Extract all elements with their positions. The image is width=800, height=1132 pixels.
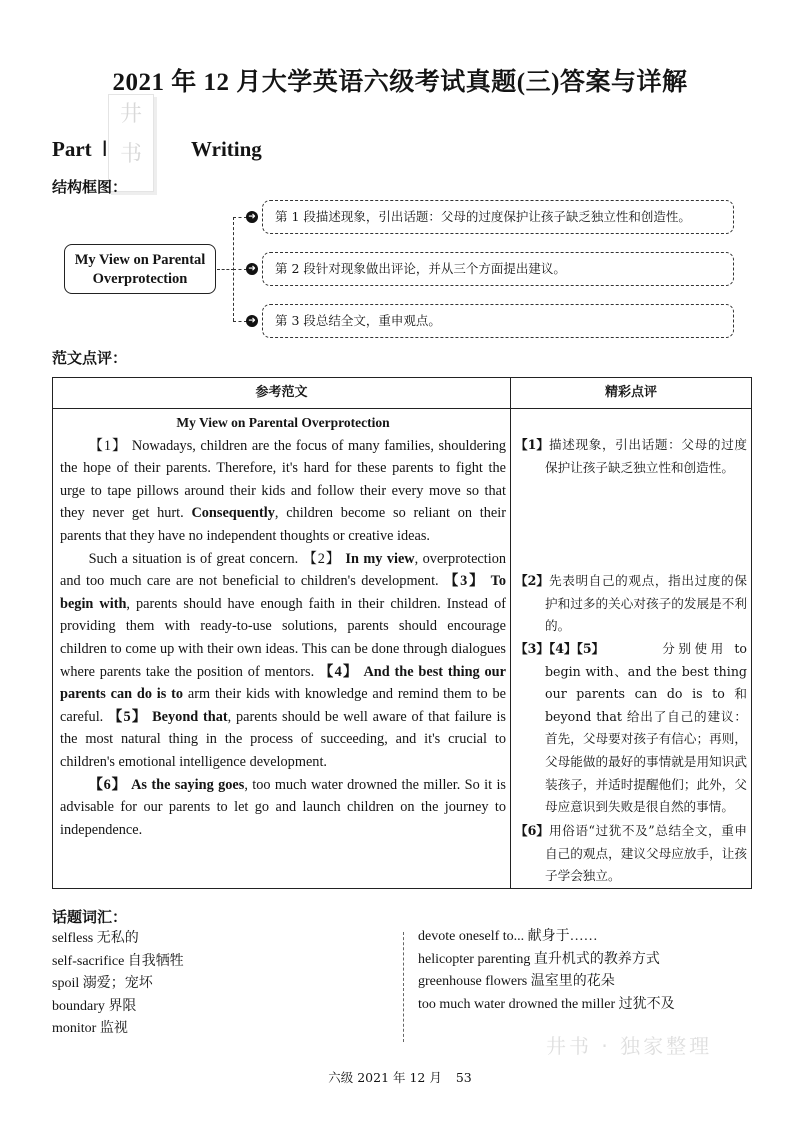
essay-bold-phrase: In my view (340, 550, 415, 567)
comment-text: 分别使用 to begin with、and the best thing our parents can do is to 和 beyond that 给出了自己的建议：首先，父母要对孩子有信心；再则，父母能做的最好的事情就是用知识武装孩子，并适时提醒他们；此外，父母应意识到失败是很自然的事情。 (545, 641, 747, 815)
part-heading (52, 137, 108, 162)
marker-2: 【2】 (302, 550, 341, 567)
comment-1 (515, 434, 747, 479)
connector-line (233, 269, 247, 270)
review-heading: 范文点评： (52, 349, 128, 367)
arrow-right-icon: ➜ (246, 211, 258, 223)
marker-4: 【4】 (319, 663, 359, 680)
marker-6: 【6】 (88, 776, 127, 793)
vocabulary-list-right (418, 926, 675, 1016)
center-line-1: My View on Parental (74, 252, 206, 268)
essay-bold-phrase: Beyond that (147, 708, 228, 725)
essay-bold-phrase: To begin with (60, 573, 506, 612)
seal-char: 井 (119, 102, 142, 127)
diagram-branch-2: 第 2 段针对现象做出评论，并从三个方面提出建议。 (262, 252, 734, 286)
seal-char: 书 (119, 142, 142, 167)
comment-tag: 【6】 (515, 823, 549, 838)
essay-paragraph-1 (60, 435, 506, 548)
essay-bold-phrase: And the best thing our parents can do is to (60, 663, 506, 703)
vocab-item: too much water drowned the miller 过犹不及 (418, 996, 675, 1012)
vocab-item: selfless 无私的 (52, 931, 139, 946)
vocab-item: boundary 界限 (52, 998, 137, 1014)
essay-paragraph-2 (60, 548, 506, 774)
essay-text: Nowadays, children are the focus of many families, shouldering the hope of their parents. Therefore, it's hard for these parents to fight the urge to tape pillows around their kids and follow their every move so that they never get hurt. (60, 437, 506, 522)
comment-tag: 【2】 (515, 573, 549, 588)
comment-3 (515, 638, 747, 819)
part-name: Writing (191, 137, 262, 161)
comment-2 (515, 570, 747, 638)
arrow-right-icon: ➜ (246, 263, 258, 275)
part-label: Part (52, 137, 92, 161)
column-divider (510, 378, 511, 888)
essay-bold-phrase: Consequently (191, 505, 275, 522)
marker-3: 【3】 (444, 573, 486, 590)
arrow-right-icon: ➜ (246, 315, 258, 327)
vocab-item: spoil 溺爱；宠坏 (52, 976, 153, 991)
vocabulary-list-left (52, 928, 184, 1041)
comment-text: 描述现象，引出话题：父母的过度保护让孩子缺乏独立性和创造性。 (545, 437, 747, 475)
comment-6 (515, 820, 747, 888)
diagram-branch-3: 第 3 段总结全文，重申观点。 (262, 304, 734, 338)
column-header-comments: 精彩点评 (604, 385, 657, 400)
essay-text: , overprotection and too much care are not beneficial to children's development. (60, 550, 507, 590)
comment-text: 用俗语“过犹不及”总结全文，重申自己的观点，建议父母应放手，让孩子学会独立。 (545, 823, 747, 884)
diagram-center-node (64, 244, 216, 294)
structure-heading: 结构框图： (52, 178, 128, 196)
essay-text: Such a situation is of great concern. (88, 550, 303, 567)
header-divider (53, 408, 751, 409)
essay-text: , children become so reliant on their parents that they have no independent thoughts or creative ideas. (60, 505, 506, 544)
model-essay (60, 412, 506, 841)
watermark-text: 井书 · 独家整理 (546, 1034, 713, 1058)
marker-5: 【5】 (108, 708, 148, 725)
vocab-item: greenhouse flowers 温室里的花朵 (418, 974, 615, 989)
essay-text: , parents should have enough faith in their children. Instead of providing them with ready-to-use solutions, parents should encourage children to come up with their own ideas. This can be done through dialogues where parents take the position of mentors. (60, 595, 507, 680)
comment-tag: 【1】 (515, 437, 549, 452)
column-header-essay: 参考范文 (255, 385, 308, 400)
essay-bold-phrase: As the saying goes (126, 776, 245, 793)
page-title: 2021 年 12 月大学英语六级考试真题(三)答案与详解 (112, 69, 688, 96)
comment-text: 先表明自己的观点，指出过度的保护和过多的关心对孩子的发展是不利的。 (545, 573, 747, 634)
connector-line (233, 321, 247, 322)
essay-text: , parents should be well aware of that failure is the most natural thing in the process of succeeding, and it's crucial to children's emotional intelligence development. (60, 708, 506, 770)
connector-line (217, 269, 234, 270)
vocab-item: helicopter parenting 直升机式的教养方式 (418, 951, 660, 967)
vocab-item: self-sacrifice 自我牺牲 (52, 953, 184, 969)
center-line-2: Overprotection (92, 271, 188, 287)
marker-1: 【1】 (88, 437, 128, 454)
diagram-branch-1: 第 1 段描述现象，引出话题：父母的过度保护让孩子缺乏独立性和创造性。 (262, 200, 734, 234)
essay-text: arm their kids with knowledge and remind them to be careful. (60, 686, 506, 725)
comment-tag: 【3】【4】【5】 (515, 641, 605, 656)
essay-paragraph-3 (60, 774, 506, 842)
page-footer (0, 1068, 800, 1086)
essay-title: My View on Parental Overprotection (176, 415, 390, 430)
vocabulary-heading: 话题词汇： (52, 908, 128, 926)
vocab-item: monitor 监视 (52, 1021, 128, 1036)
essay-review-table (52, 377, 752, 889)
essay-text: , too much water drowned the miller. So it is advisable for our parents to let go and launch children on the journey to independence. (60, 776, 506, 838)
page-number: 53 (455, 1070, 472, 1085)
vocabulary-divider (403, 932, 404, 1042)
vocab-item: devote oneself to... 献身于…… (418, 929, 598, 944)
footer-text: 六级 2021 年 12 月 (328, 1070, 442, 1085)
connector-line (233, 217, 247, 218)
part-number: Ⅰ (101, 137, 108, 161)
